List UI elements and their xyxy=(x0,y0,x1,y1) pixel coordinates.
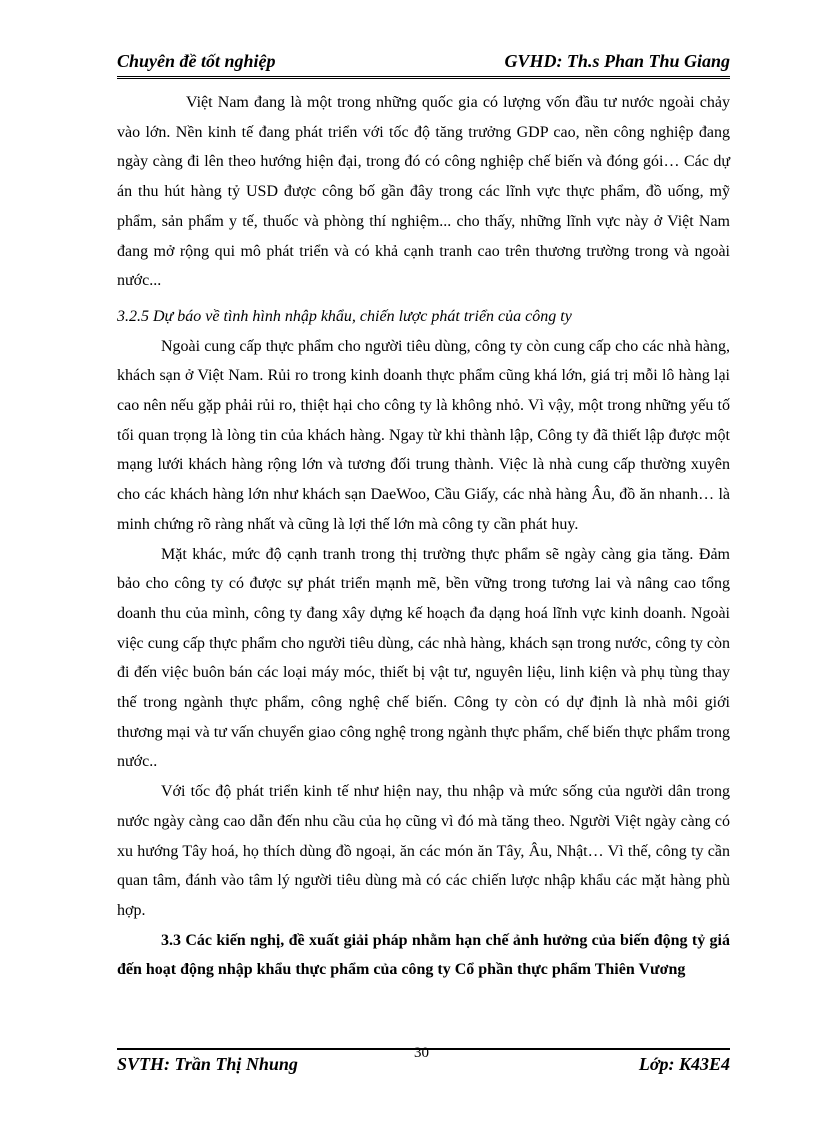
footer-student: SVTH: Trần Thị Nhung xyxy=(117,1054,298,1074)
section-heading-3-3: 3.3 Các kiến nghị, đề xuất giải pháp nhằm hạn chế ảnh hưởng của biến động tỷ giá đến hoạt động nhập khẩu thực phẩm của công ty Cổ phần thực phẩm Thiên Vương xyxy=(117,931,730,979)
header-right-advisor: GVHD: Th.s Phan Thu Giang xyxy=(504,51,730,71)
paragraph-consumer-trends: Với tốc độ phát triển kinh tế như hiện nay, thu nhập và mức sống của người dân trong nước ngày càng cao dẫn đến nhu cầu của họ cũng vì đó mà tăng theo. Người Việt ngày càng có xu hướng Tây hoá, họ thích dùng đồ ngoại, ăn các món ăn Tây, Âu, Nhật… Vì thế, công ty cần quan tâm, đánh vào tâm lý người tiêu dùng mà có các chiến lược nhập khẩu các mặt hàng phù hợp. xyxy=(117,783,730,919)
paragraph-competition: Mặt khác, mức độ cạnh tranh trong thị trường thực phẩm sẽ ngày càng gia tăng. Đảm bảo cho công ty có được sự phát triển mạnh mẽ, bền vững trong tương lai và nâng cao tổng doanh thu của mình, công ty đang xây dựng kế hoạch đa dạng hoá lĩnh vực kinh doanh. Ngoài việc cung cấp thực phẩm cho người tiêu dùng, các nhà hàng, khách sạn trong nước, công ty còn đi đến việc buôn bán các loại máy móc, thiết bị vật tư, nguyên liệu, linh kiện và phụ tùng thay thế trong ngành thực phẩm, công nghệ chế biến. Công ty còn có dự định là nhà môi giới thương mại và tư vấn chuyển giao công nghệ trong ngành thực phẩm, chế biến thực phẩm trong nước.. xyxy=(117,545,730,771)
header-left-title: Chuyên đề tốt nghiệp xyxy=(117,51,276,71)
paragraph-vietnam-investment: Việt Nam đang là một trong những quốc gia có lượng vốn đầu tư nước ngoài chảy vào lớn. Nền kinh tế đang phát triển với tốc độ tăng trưởng GDP cao, nền công nghiệp đang ngày càng đi lên theo hướng hiện đại, trong đó có công nghiệp chế biến và đóng gói… Các dự án thu hút hàng tỷ USD được công bố gần đây trong các lĩnh vực thực phẩm, đồ uống, mỹ phẩm, sản phẩm y tế, thuốc và phòng thí nghiệm... cho thấy, những lĩnh vực này ở Việt Nam đang mở rộng qui mô phát triển và có khả cạnh tranh cao trên thương trường trong và ngoài nước... xyxy=(117,94,730,290)
footer-class: Lớp: K43E4 xyxy=(638,1054,730,1074)
page-content xyxy=(117,88,730,985)
page-number: 30 xyxy=(414,1045,429,1061)
page-footer xyxy=(117,1045,730,1078)
section-heading-3-2-5: 3.2.5 Dự báo về tình hình nhập khẩu, chiến lược phát triển của công ty xyxy=(117,307,572,325)
page-header xyxy=(117,50,730,79)
paragraph-customers: Ngoài cung cấp thực phẩm cho người tiêu dùng, công ty còn cung cấp cho các nhà hàng, khách sạn ở Việt Nam. Rủi ro trong kinh doanh thực phẩm cũng khá lớn, giá trị mỗi lô hàng lại cao nên nếu gặp phải rủi ro, thiệt hại cho công ty là không nhỏ. Vì vậy, một trong những yếu tố tối quan trọng là lòng tin của khách hàng. Ngay từ khi thành lập, Công ty đã thiết lập được một mạng lưới khách hàng rộng lớn và tương đối trung thành. Việc là nhà cung cấp thường xuyên cho các khách hàng lớn như khách sạn DaeWoo, Cầu Giấy, các nhà hàng Âu, đồ ăn nhanh… là minh chứng rõ ràng nhất và cũng là lợi thế lớn mà công ty cần phát huy. xyxy=(117,337,730,533)
